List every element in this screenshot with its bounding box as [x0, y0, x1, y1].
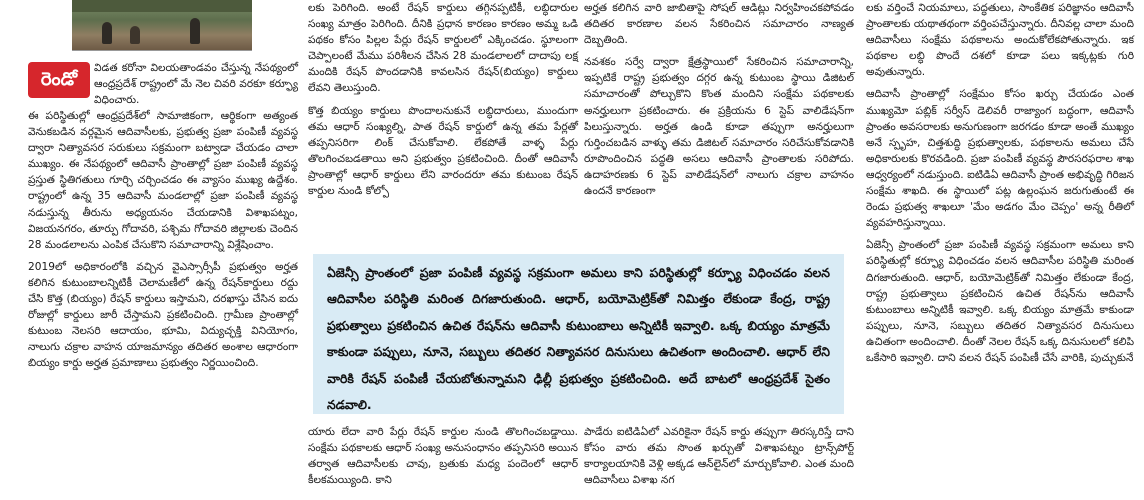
article-photo [72, 0, 252, 51]
column-4 [866, 0, 1134, 366]
paragraph: ఆదివాసీ ప్రాంతాల్లో సంక్షేమం కోసం ఖర్చు చేయడం ఎంత ముఖ్యమో పబ్లిక్ సర్వీస్ డెలివరీ రాజ్యాంగ బద్ధంగా, ఆదివాసీ ప్రాంతం అవసరాలకు అనుగుణంగా జరగడం కూడా అంతే ముఖ్యం అనే స్పృహ, చిత్తశుద్ధి ప్రభుత్వాలకు, పథకాలను అమలు చేసే అధికారులకు కొరవడింది. ప్రజా పంపిణీ వ్యవస్థ పౌరసరఫరాల శాఖ ఆధ్వర్యంలో నడుస్తుంది. ఐటిడిఏ ఆదివాసీ ప్రాంత అభివృద్ధి గిరిజన సంక్షేమ శాఖది. ఈ స్థాయిలో పట్ల ఉల్లంఘన జరుగుతుంటే ఈ రెండు ప్రభుత్వ శాఖలూ 'మేం అడగం మేం చెప్పం' అన్న రీతిలో వ్యవహరిస్తున్నాయి. [866, 88, 1134, 230]
column-3-top [584, 0, 854, 199]
column-1-intro [94, 60, 298, 108]
paragraph: ఏజెన్సీ ప్రాంతంలో ప్రజా పంపిణీ వ్యవస్థ సక్రమంగా అమలు కాని పరిస్థితుల్లో కర్ఫ్యూ విధించడం వలన ఆదివాసీల పరిస్థితి మరింత దిగజారుతుంది. ఆధార్, బయోమెట్రిక్‌తో నిమిత్తం లేకుండా కేంద్ర, రాష్ట్ర ప్రభుత్వాలు ప్రకటించిన ఉచిత రేషన్‌ను ఆదివాసీ కుటుంబాలు అన్నిటికీ ఇవ్వాలి. ఒక్క బియ్యం మాత్రమే కాకుండా పప్పులు, నూనె, సబ్బులు తదితర నిత్యావసర దినుసులు ఉచితంగా అందించాలి. దీంతో నెలల రేషన్ ఒక్క దినుసులలో కలిపి ఒకేసారి ఇవ్వాలి. దాని వలన రేషన్ పంపిణీ చేసే వారికి, పుచ్చుకునే [866, 239, 1134, 364]
photo-person [130, 26, 140, 44]
paragraph: యారు లేదా వారి పేర్లు రేషన్ కార్డుల నుండి తొలగించబడ్డాయి. సంక్షేమ పథకాలకు ఆధార్ సంఖ్య అనుసంధానం తప్పనిసరి అయిన తర్వాత ఆదివాసీలకు చావు, బ్రతుకు మధ్య పందెంలో ఆధార్ కీలకమయ్యింది. కాని [308, 426, 578, 487]
paragraph: 2019లో అధికారంలోకి వచ్చిన వైఎస్సార్సీపీ ప్రభుత్వం అర్హత కలిగిన కుటుంబాలన్నిటికీ చెలామణీలో ఉన్న రేషన్‌కార్డులు రద్దు చేసి కొత్త (బియ్యం) రేషన్ కార్డులు ఇస్తామని, దరఖాస్తు చేసిన ఐదు రోజుల్లో కార్డులు జారీ చేస్తామని ప్రకటించింది. గ్రామీణ ప్రాంతాల్లో కుటుంబ నెలసరి ఆదాయం, భూమి, విద్యుచ్ఛక్తి వినియోగం, నాలుగు చక్రాల వాహన యాజమాన్యం తదితర అంశాల ఆధారంగా బియ్యం కార్డు అర్హత ప్రమాణాలు ప్రభుత్వం నిర్ణయించింది. [28, 260, 298, 370]
column-2-bottom [308, 424, 578, 488]
column-1-body [28, 108, 298, 372]
paragraph: కొత్త బియ్యం కార్డులు పొందాలనుకునే లబ్ధిదారులు, ముందుగా తమ ఆధార్ సంఖ్యల్ని, పాత రేషన్ కార్డులో ఉన్న తమ పేర్లతో తప్పనిసరిగా లింక్ చేసుకోవాలి. లేకపోతే వాళ్ళ పేర్లు తొలగించబడతాయి అని ప్రభుత్వం ప్రకటించింది. దీంతో ఆదివాసీ ప్రాంతాల్లో ఆధార్ కార్డులు లేని వారందరూ తమ కుటుంబ రేషన్ కార్డుల నుండి కోల్పో [308, 104, 578, 198]
paragraph: నవశకం సర్వే ద్వారా క్షేత్రస్థాయిలో సేకరించిన సమాచారాన్ని, ఇప్పటికే రాష్ట్ర ప్రభుత్వం దగ్గర ఉన్న కుటుంబ స్థాయి డిజిటల్ సమాచారంతో పోల్చుకొని కొంత మందిని సంక్షేమ పథకాలకు అనర్హులుగా ప్రకటించారు. ఈ ప్రక్రియను 6 స్టెప్ వాలిడేషన్‌గా పిలుస్తున్నారు. అర్హత ఉండి కూడా తప్పుగా అనర్హులుగా గుర్తించబడిన వాళ్ళు తమ డిజిటల్ సమాచారం సరిచేసుకోవడానికి రూపొందించిన పద్ధతి అసలు ఆదివాసీ ప్రాంతాలకు సరిపోదు. ఉదాహరణకు 6 స్టెప్ వాలిడేషన్‌లో నాలుగు చక్రాల వాహనం ఉందనే కారణంగా [584, 56, 854, 198]
photo-roof [72, 0, 252, 12]
photo-person [190, 18, 200, 44]
column-2-top [308, 0, 578, 199]
intro-paragraph: విడత కరోనా విలయతాండవం చేస్తున్న నేపథ్యంలో ఆంధ్రప్రదేశ్ రాష్ట్రంలో మే నెల చివరి వరకూ కర్ఫ్యూ విధించారు. [94, 62, 298, 107]
photo-person [102, 22, 112, 44]
drop-cap: రెండో [28, 62, 90, 98]
paragraph: లకు వర్తించే నియమాలు, పద్ధతులు, సాంకేతిక పరిజ్ఞానం ఆదివాసీ ప్రాంతాలకు యథాతథంగా వర్తింపచేస్తున్నారు. దీనివల్ల చాలా మంది ఆదివాసీలు సంక్షేమ పథకాలను అందుకోలేకపోతున్నారు. ఇక పథకాల లబ్ధి పొందే దశలో కూడా పలు ఇక్కట్లకు గురి అవుతున్నారు. [866, 2, 1134, 79]
paragraph: ఈ పరిస్థితుల్లో ఆంధ్రప్రదేశ్‌లో సామాజికంగా, ఆర్థికంగా అత్యంత వెనుకబడిన వర్గమైన ఆదివాసీలకు, ప్రభుత్వ ప్రజా పంపిణీ వ్యవస్థ ద్వారా నిత్యావసర సరుకులు సక్రమంగా బట్వాడా చేయడం చాలా ముఖ్యం. ఈ నేపథ్యంలో ఆదివాసీ ప్రాంతాల్లో ప్రజా పంపిణీ వ్యవస్థ ప్రస్తుత స్థితిగతులు గూర్చి చర్చించడం ఈ వ్యాసం ముఖ్య ఉద్దేశం. రాష్ట్రంలో ఉన్న 35 ఆదివాసీ మండలాల్లో ప్రజా పంపిణీ వ్యవస్థ నడుస్తున్న తీరును అధ్యయనం చేయడానికి విశాఖపట్నం, విజయనగరం, తూర్పు గోదావరి, పశ్చిమ గోదావరి జిల్లాలకు చెందిన 28 మండలాలను ఎంపిక చేసుకొని సమాచారాన్ని విశ్లేషించాం. [28, 110, 298, 251]
pull-quote-box [313, 254, 844, 414]
column-3-bottom [584, 424, 854, 488]
paragraph: పాడేరు ఐటిడిఏలో ఎవరికైనా రేషన్ కార్డు తప్పుగా తిరస్కరిస్తే దాని కోసం వారు తమ సొంత ఖర్చుతో విశాఖపట్నం ట్రాన్స్‌పోర్ట్ కార్యాలయానికి వెళ్లి అక్కడ ఆన్‌లైన్‌లో మార్చుకోవాలి. ఎంత మంది ఆదివాసీలు విశాఖ నగ [584, 426, 854, 487]
paragraph: అర్హత కలిగిన వారి జాబితాపై సోషల్ ఆడిట్లు నిర్వహించకపోవడం తదితర కారణాల వలన సేకరించిన సమాచారం నాణ్యత దెబ్బతింది. [584, 2, 854, 47]
paragraph: లకు పెరిగింది. అంటే రేషన్ కార్డులు తగ్గినప్పటికీ, లబ్ధిదారుల సంఖ్య మాత్రం పెరిగింది. దీనికి ప్రధాన కారణం కారణం అమ్మ ఒడి పథకం కోసం పిల్లల పేర్లు రేషన్ కార్డులలో ఎక్కించడం. స్థూలంగా చెప్పాలంటే మేము పరిశీలన చేసిన 28 మండలాలలో దాదాపు లక్ష మందికి రేషన్ పొందడానికి కావలసిన రేషన్(బియ్యం) కార్డులు లేవని తెలుస్తుంది. [308, 2, 578, 95]
pull-quote-text: ఏజెన్సీ ప్రాంతంలో ప్రజా పంపిణీ వ్యవస్థ సక్రమంగా అమలు కాని పరిస్థితుల్లో కర్ఫ్యూ విధించడం వలన ఆదివాసీల పరిస్థితి మరింత దిగజారుతుంది. ఆధార్, బయోమెట్రిక్‌తో నిమిత్తం లేకుండా కేంద్ర, రాష్ట్ర ప్రభుత్వాలు ప్రకటించిన ఉచిత రేషన్‌ను ఆదివాసీ కుటుంబాలు అన్నిటికీ ఇవ్వాలి. ఒక్క బియ్యం మాత్రమే కాకుండా పప్పులు, నూనె, సబ్బులు తదితర నిత్యావసర దినుసులు ఉచితంగా అందించాలి. ఆధార్ లేని వారికి రేషన్ పంపిణీ చేయబోతున్నామని ఢిల్లీ ప్రభుత్వం ప్రకటించింది. అదే బాటలో ఆంధ్రప్రదేశ్ సైతం నడవాలి. [327, 265, 830, 413]
